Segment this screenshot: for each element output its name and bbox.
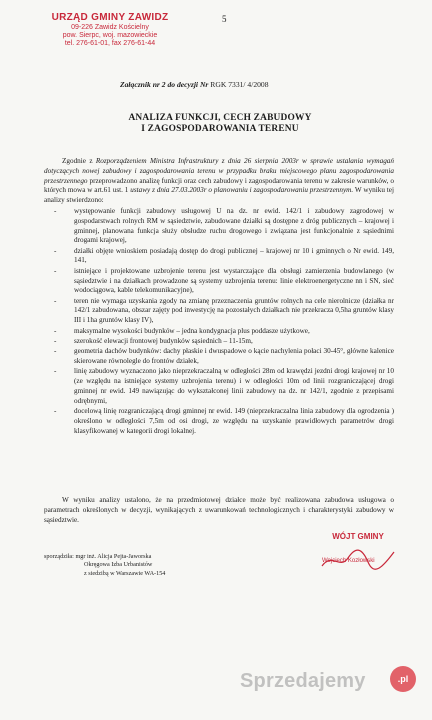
document-body <box>44 157 394 437</box>
list-item: - teren nie wymaga uzyskania zgody na zmianę przeznaczenia gruntów rolnych na cele nierolnicze (działka nr 142/1 zabudowana, obszar zajęty pod inwestycję na pozostałych działkach nie przekracza 0,5ha gruntów klasy III i 1ha gruntów klasy IV), <box>54 296 394 325</box>
list-item-text: maksymalne wysokości budynków – jedna kondygnacja plus poddasze użytkowe, <box>74 326 310 335</box>
watermark-text: Sprzedajemy <box>240 670 366 692</box>
list-item-text: linię zabudowy wyznaczono jako nieprzekraczalną w odległości 28m od krawędzi jezdni drogi krajowej nr 10 (ze względu na istniejące systemy uzbrojenia terenu) i w odległości 10m od linii rozgraniczającej drogi gminnej nr ewid. 149 nawiązując do wykształconej linii zabudowy na dz. nr 142/1, zgodnie z przepisami odrębnymi, <box>74 367 394 405</box>
mayor-stamp <box>318 532 398 576</box>
stamp-line-2: 09-226 Zawidz Kościelny <box>71 23 149 31</box>
preparer-line-3: z siedzibą w Warszawie WA-154 <box>84 569 166 577</box>
annex-heading <box>120 80 269 89</box>
list-item: - geometria dachów budynków: dachy płaskie i dwuspadowe o kącie nachylenia połaci 30-45°, główne kalenice skierowane równolegle do frontów działek, <box>54 347 394 365</box>
preparer-line-2: Okręgowa Izba Urbanistów <box>84 561 153 569</box>
annex-label: Załącznik nr 2 do decyzji Nr <box>120 80 209 89</box>
stamp-line-4: tel. 276-61-01, fax 276-61-44 <box>64 39 156 47</box>
intro-text-5: W wyniku tej analizy stwierdzono: <box>44 186 394 205</box>
list-item-text: szerokość elewacji frontowej budynków sąsiednich – 11-15m, <box>74 336 253 345</box>
intro-paragraph <box>44 157 394 206</box>
preparer-block <box>44 553 224 578</box>
annex-ref: RGK 7331/ 4/2008 <box>210 80 269 89</box>
list-item: - występowanie funkcji zabudowy usługowej U na dz. nr ewid. 142/1 i zabudowy zagrodowej w gospodarstwach rolnych RM w sąsiedztwie, zabudowane działki są dostępne z dróg publicznych – krajowej i gminnej, planowana funkcja służy obsłudze ruchu drogowego i związana jest funkcjonalnie z sąsiednimi drogami krajowej, <box>54 206 394 245</box>
list-item-text: działki objęte wnioskiem posiadają dostęp do drogi publicznej – krajowej nr 10 i gminnych o Nr ewid. 149, 141, <box>74 246 394 265</box>
list-item: - działki objęte wnioskiem posiadają dostęp do drogi publicznej – krajowej nr 10 i gminnych o Nr ewid. 149, 141, <box>54 246 394 265</box>
list-item-text: istniejące i projektowane uzbrojenie terenu jest wystarczające dla obsługi zamierzenia budowlanego (w sąsiedztwie i na działkach prowadzone są systemy uzbrojenia terenu: linie elektroenergetyczne nn i SN, sieć wodociągowa, kable telekomunikacyjne), <box>74 266 394 295</box>
watermark-badge: .pl <box>390 666 416 692</box>
stamp-line-3: pow. Sierpc, woj. mazowieckie <box>62 31 158 39</box>
intro-act: ustawy z dnia 27.03.2003r o planowaniu i zagospodarowaniu przestrzennym. <box>130 186 354 195</box>
list-item: - docelową linię rozgraniczającą drogi gminnej nr ewid. 149 (nieprzekraczalna linia zabudowy dla ogrodzenia ) określono w odległości 7,5m od osi drogi, ze względu na uzyskanie prawidłowych parametrów drogi klasyfikowanej w kategorii drogi lokalnej. <box>54 406 394 435</box>
list-item-text: teren nie wymaga uzyskania zgody na zmianę przeznaczenia gruntów rolnych na cele nierolnicze (działka nr 142/1 zabudowana, obszar zajęty pod inwestycję na pozostałych działkach nie przekracza 0,5ha gruntów klasy III i 1ha gruntów klasy IV), <box>74 296 394 325</box>
list-item-text: docelową linię rozgraniczającą drogi gminnej nr ewid. 149 (nieprzekraczalna linia zabudowy dla ogrodzenia ) określono w odległości 7,5m od osi drogi, ze względu na uzyskanie prawidłowych parametrów drogi klasyfikowanej w kategorii drogi lokalnej. <box>74 406 394 435</box>
list-item: - szerokość elewacji frontowej budynków sąsiednich – 11-15m, <box>54 336 253 345</box>
office-stamp <box>30 12 190 48</box>
document-title-line-1: ANALIZA FUNKCJI, CECH ZABUDOWY <box>128 113 312 123</box>
mayor-name: Wojciech Kozłowski <box>322 558 375 564</box>
page-number: 5 <box>222 14 227 24</box>
list-item: - linię zabudowy wyznaczono jako nieprzekraczalną w odległości 28m od krawędzi jezdni drogi krajowej nr 10 (ze względu na istniejące systemy uzbrojenia terenu) i w odległości 10m od linii rozgraniczającej drogi gminnej nr ewid. 149 nawiązując do wykształconej linii zabudowy na dz. nr 142/1, zgodnie z przepisami odrębnymi, <box>54 367 394 405</box>
stamp-line-1: URZĄD GMINY ZAWIDZ <box>51 12 169 23</box>
document-title-line-2: I ZAGOSPODAROWANIA TERENU <box>141 124 299 134</box>
list-item: - maksymalne wysokości budynków – jedna kondygnacja plus poddasze użytkowe, <box>54 326 310 335</box>
list-item: - istniejące i projektowane uzbrojenie terenu jest wystarczające dla obsługi zamierzenia budowlanego (w sąsiedztwie i na działkach prowadzone są systemy uzbrojenia terenu: linie elektroenergetyczne nn i SN, sieć wodociągowa, kable telekomunikacyjne), <box>54 266 394 295</box>
preparer-line-1: sporządziła: mgr inż. Alicja Pejta-Jaworska <box>44 553 152 560</box>
intro-text-1: Zgodnie z <box>62 157 96 165</box>
findings-list <box>44 207 394 436</box>
intro-regulation: Rozporządzeniem Ministra Infrastruktury z dnia 26 sierpnia 2003r w sprawie ustalania wymagań dotyczących nowej zabudowy i zagospodarowania terenu w przypadku braku miejscowego planu zagospodarowania przestrzennego <box>44 157 394 185</box>
list-item-text: geometria dachów budynków: dachy płaskie i dwuspadowe o kącie nachylenia połaci 30-45°, główne kalenice skierowane równolegle do frontów działek, <box>74 347 394 365</box>
mayor-stamp-title: WÓJT GMINY <box>332 532 384 541</box>
intro-text-3: przeprowadzono analizę funkcji oraz cech zabudowy i zagospodarowania terenu w zakresie warunków, o których mowa w art.61 ust. 1 <box>44 176 394 195</box>
watermark <box>240 660 420 708</box>
list-item-text: występowanie funkcji zabudowy usługowej U na dz. nr ewid. 142/1 i zabudowy zagrodowej w gospodarstwach rolnych RM w sąsiedztwie, zabudowane działki są dostępne z dróg publicznych – krajowej i gminnej, planowana funkcja służy obsłudze ruchu drogowego i związana jest funkcjonalnie z sąsiednimi drogami krajowej, <box>74 206 394 245</box>
conclusion-paragraph: W wyniku analizy ustalono, że na przedmiotowej działce może być realizowana zabudowa usługowa o parametrach określonych w decyzji, wynikających z uwarunkowań technologicznych i charakterystyki zabudowy w sąsiedztwie. <box>44 496 394 524</box>
